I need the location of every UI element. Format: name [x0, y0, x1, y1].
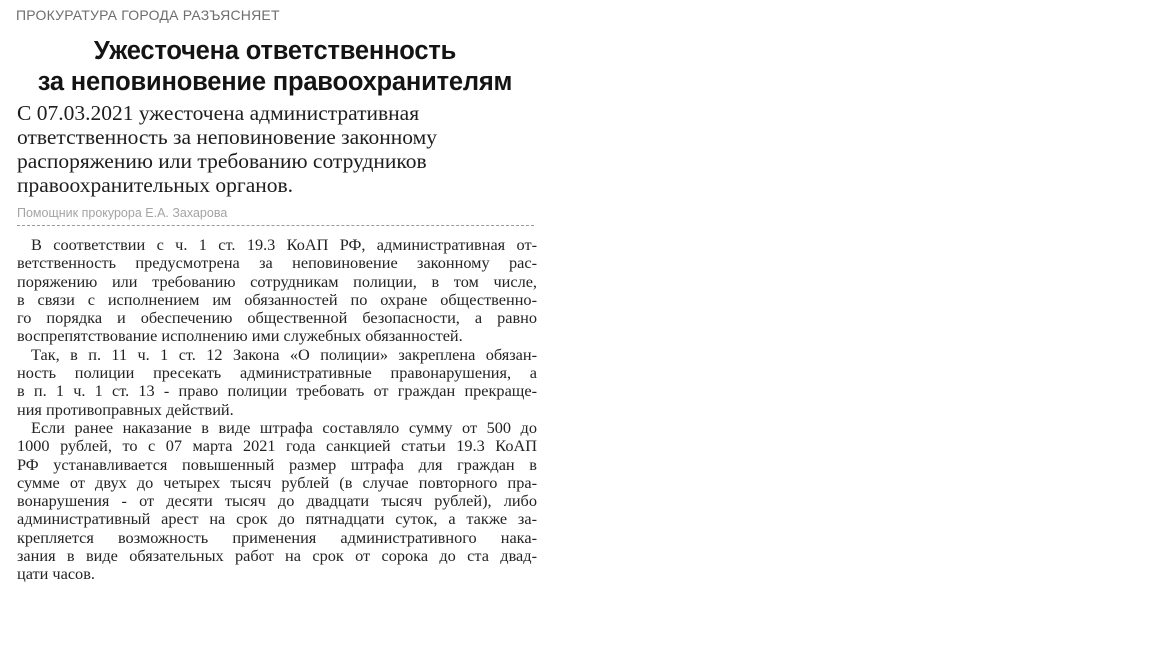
headline-line: за неповиновение правоохранителям	[37, 68, 513, 96]
article-author: Помощник прокурора Е.А. Захарова	[17, 206, 228, 220]
article-headline	[10, 36, 540, 98]
body-line: 1000 рублей, то с 07 марта 2021 года санкцией статьи 19.3 КоАП	[17, 436, 537, 456]
article-lead	[17, 101, 542, 197]
author-divider	[17, 225, 534, 226]
body-line: В соответствии с ч. 1 ст. 19.3 КоАП РФ, административная от-	[31, 235, 537, 254]
body-line: в связи с исполнением им обязанностей по охране общественно-	[17, 289, 537, 309]
body-line: в п. 1 ч. 1 ст. 13 - право полиции требовать от граждан прекраще-	[17, 381, 537, 401]
body-line: Если ранее наказание в виде штрафа составляло сумму от 500 до	[31, 417, 537, 437]
section-rubric: ПРОКУРАТУРА ГОРОДА РАЗЪЯСНЯЕТ	[16, 7, 280, 23]
body-line: административный арест на срок до пятнадцати суток, а также за-	[17, 509, 537, 529]
headline-line: Ужесточена ответственность	[93, 37, 457, 65]
lead-line: С 07.03.2021 ужесточена административная	[17, 101, 420, 125]
body-line: го порядка и обеспечению общественной безопасности, а равно	[17, 308, 537, 328]
lead-line: правоохранительных органов.	[17, 173, 294, 197]
body-paragraph	[17, 346, 537, 419]
article-body	[17, 236, 537, 584]
newspaper-clipping	[0, 0, 540, 648]
body-line: цати часов.	[17, 564, 95, 584]
body-line: вонарушения - от десяти тысяч до двадцати тысяч рублей), либо	[17, 491, 537, 511]
body-paragraph	[17, 419, 537, 584]
body-line: Так, в п. 11 ч. 1 ст. 12 Закона «О полиции» закреплена обязан-	[31, 344, 537, 364]
body-line: поряжению или требованию сотрудникам полиции, в том числе,	[17, 271, 537, 291]
body-line: ветственность предусмотрена за неповиновение законному рас-	[17, 253, 537, 273]
body-line: крепляется возможность применения административного нака-	[17, 527, 537, 547]
body-line: воспрепятствование исполнению ими служебных обязанностей.	[17, 326, 463, 346]
body-paragraph	[17, 236, 537, 346]
body-line: ность полиции пресекать административные правонарушения, а	[17, 363, 537, 383]
body-line: сумме от двух до четырех тысяч рублей (в случае повторного пра-	[17, 472, 537, 492]
body-line: зания в виде обязательных работ на срок от сорока до ста двад-	[17, 546, 537, 566]
body-line: РФ устанавливается повышенный размер штрафа для граждан в	[17, 454, 537, 474]
lead-line: распоряжению или требованию сотрудников	[17, 149, 427, 173]
body-line: ния противоправных действий.	[17, 399, 234, 419]
lead-line: ответственность за неповиновение законному	[17, 125, 437, 149]
